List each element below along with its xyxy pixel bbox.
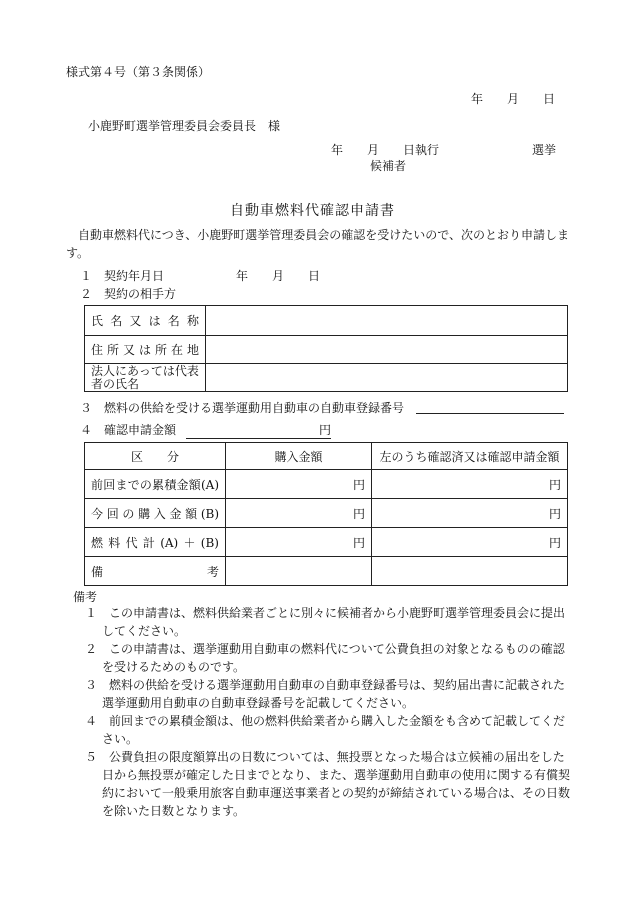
item1-date: 年 月 日 xyxy=(236,269,321,283)
remark-item: ３ 燃料の供給を受ける選挙運動用自動車の自動車登録番号は、契約届出書に記載された選挙運動用自動車の自動車登録番号を記載してください。 xyxy=(85,678,566,710)
remark-item: ２ この申請書は、選挙運動用自動車の燃料代について公費負担の対象となるものの確認を受けるためのものです。 xyxy=(85,642,565,674)
confirmed-amount-cell[interactable]: 円 xyxy=(372,499,568,528)
confirmed-amount-cell[interactable]: 円 xyxy=(372,528,568,557)
requested-amount-field[interactable] xyxy=(186,421,331,439)
remarks-cell[interactable] xyxy=(226,557,372,586)
remark-item: １ この申請書は、燃料供給業者ごとに別々に候補者から小鹿野町選挙管理委員会に提出してください。 xyxy=(85,606,566,638)
remark-item: ５ 公費負担の限度額算出の日数については、無投票となった場合は立候補の届出をした日から無投票が確定した日までとなり、また、選挙運動用自動車の使用に関する有償契約において一般乗用旅客自動車運送事業者との契約が締結されている場合は、その日数を除いた日数となります。 xyxy=(85,750,571,818)
header-purchase: 購入金額 xyxy=(226,443,372,470)
amount-table xyxy=(84,442,568,586)
item1-label: １ 契約年月日 xyxy=(80,269,165,283)
registration-number-line[interactable] xyxy=(416,413,564,414)
election-date-line: 年 月 日執行 xyxy=(331,143,440,157)
purchase-amount-cell[interactable]: 円 xyxy=(226,499,372,528)
row-label: 前回までの累積金額(A) xyxy=(85,470,226,499)
purchase-amount-cell[interactable]: 円 xyxy=(226,528,372,557)
party-row-label: 法人にあっては代表者の氏名 xyxy=(85,364,206,392)
candidate-label: 候補者 xyxy=(370,159,407,173)
intro-text: 自動車燃料代につき、小鹿野町選挙管理委員会の確認を受けたいので、次のとおり申請します。 xyxy=(66,228,570,260)
election-word: 選挙 xyxy=(532,143,557,157)
addressee: 小鹿野町選挙管理委員会委員長 様 xyxy=(88,119,281,133)
party-row-value[interactable] xyxy=(206,364,568,392)
header-category: 区 分 xyxy=(85,443,226,470)
party-row-value[interactable] xyxy=(206,336,568,364)
date-line: 年 月 日 xyxy=(471,92,556,106)
remark-item: ４ 前回までの累積金額は、他の燃料供給業者から購入した金額をも含めて記載してください。 xyxy=(85,714,566,746)
remarks-cell[interactable] xyxy=(372,557,568,586)
party-row-label: 氏名又は名称 xyxy=(85,306,206,336)
confirmed-amount-cell[interactable]: 円 xyxy=(372,470,568,499)
counterparty-table xyxy=(84,305,568,392)
party-row-value[interactable] xyxy=(206,306,568,336)
header-confirmed: 左のうち確認済又は確認申請金額 xyxy=(372,443,568,470)
row-label: 今回の購入金額(B) xyxy=(85,499,226,528)
item4-label: ４ 確認申請金額 xyxy=(80,423,177,437)
party-row-label: 住所又は所在地 xyxy=(85,336,206,364)
yen-unit: 円 xyxy=(318,423,331,437)
remarks-title: 備考 xyxy=(73,590,98,604)
row-label: 備考 xyxy=(85,557,226,586)
purchase-amount-cell[interactable]: 円 xyxy=(226,470,372,499)
row-label: 燃料代計(A)＋(B) xyxy=(85,528,226,557)
form-title: 自動車燃料代確認申請書 xyxy=(230,203,395,219)
item2-label: ２ 契約の相手方 xyxy=(80,287,177,301)
item3-label: ３ 燃料の供給を受ける選挙運動用自動車の自動車登録番号 xyxy=(80,401,405,415)
form-number: 様式第４号（第３条関係） xyxy=(66,65,211,79)
